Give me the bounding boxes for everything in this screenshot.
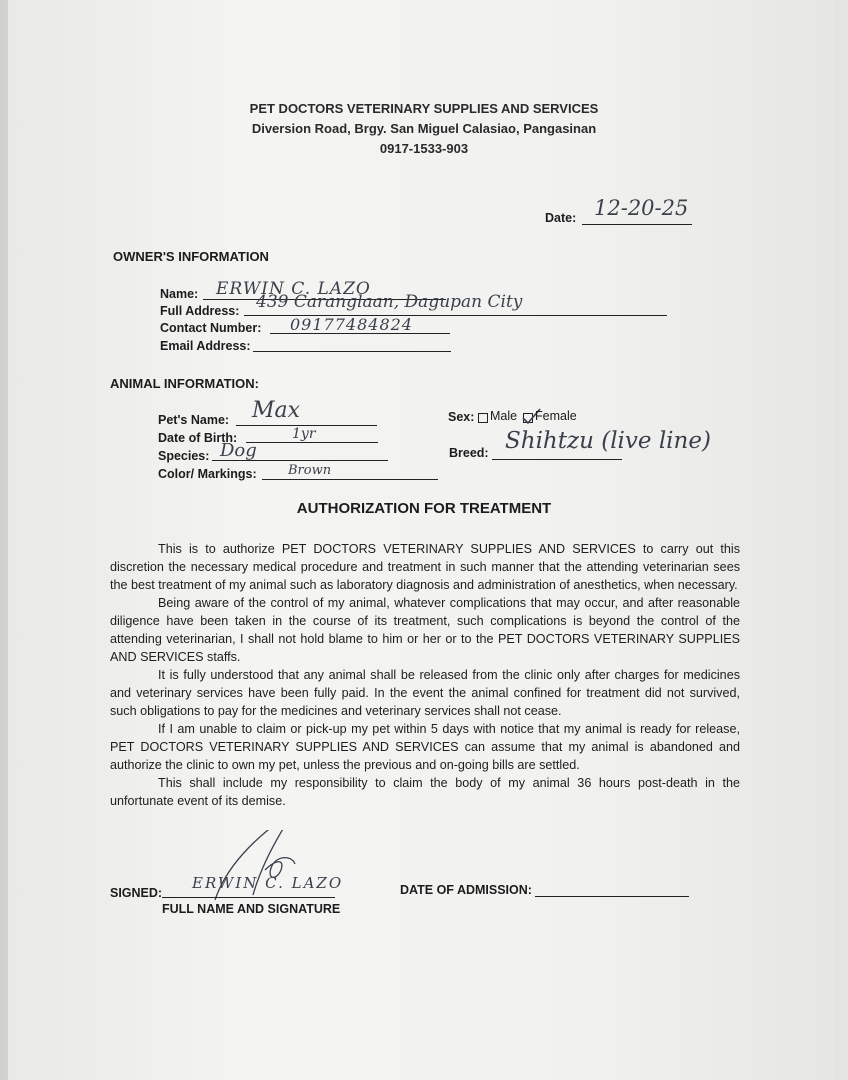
signature-scribble bbox=[205, 830, 345, 910]
address-value: 439 Caranglaan, Dagupan City bbox=[256, 292, 523, 312]
dob-label: Date of Birth: bbox=[158, 431, 238, 445]
pet-name-label: Pet's Name: bbox=[158, 413, 230, 427]
admission-line bbox=[535, 896, 689, 897]
contact-label: Contact Number: bbox=[160, 321, 262, 335]
animal-section-title: ANIMAL INFORMATION: bbox=[110, 376, 259, 391]
owner-section-title: OWNER'S INFORMATION bbox=[113, 249, 269, 264]
signed-line bbox=[162, 897, 335, 898]
signature-caption: FULL NAME AND SIGNATURE bbox=[162, 902, 341, 916]
address-label: Full Address: bbox=[160, 304, 240, 318]
pet-name-value: Max bbox=[252, 398, 301, 423]
auth-paragraph-3: It is fully understood that any animal shall be released from the clinic only after charges for medicines and veterinary services have been fully paid. In the event the animal confined for treatment did not survived, such obligations to pay for the medicines and veterinary services shall not cease. bbox=[110, 668, 740, 718]
date-value: 12-20-25 bbox=[594, 196, 689, 220]
auth-paragraph-4: If I am unable to claim or pick-up my pet within 5 days with notice that my animal is ready for release, PET DOCTORS VETERINARY SUPPLIES AND SERVICES can assume that my animal is abandoned and authorize the clinic to own my pet, unless the previous and on-going bills are settled. bbox=[110, 722, 740, 772]
male-checkbox[interactable] bbox=[478, 413, 488, 423]
sex-label: Sex: bbox=[448, 410, 475, 424]
species-value: Dog bbox=[220, 440, 257, 461]
color-label: Color/ Markings: bbox=[158, 467, 257, 481]
company-phone: 0917-1533-903 bbox=[379, 141, 469, 156]
signed-value: ERWIN C. LAZO bbox=[192, 874, 344, 892]
name-label: Name: bbox=[160, 287, 199, 301]
dob-line bbox=[246, 442, 378, 443]
male-label: Male bbox=[490, 409, 518, 423]
company-address: Diversion Road, Brgy. San Miguel Calasiao, Pangasinan bbox=[251, 121, 597, 136]
authorization-title: AUTHORIZATION FOR TREATMENT bbox=[296, 500, 552, 517]
auth-paragraph-2: Being aware of the control of my animal, whatever complications that may occur, and after reasonable diligence have been taken in the course of its treatment, such complications is beyond the control of the attending veterinarian, I shall not hold blame to him or her or to the PET DOCTORS VETERINARY SUPPLIES AND SERVICES staffs. bbox=[110, 596, 740, 664]
auth-paragraph-5: This shall include my responsibility to claim the body of my animal 36 hours post-death in the unfortunate event of its demise. bbox=[110, 776, 740, 808]
breed-label: Breed: bbox=[449, 446, 489, 460]
name-value: ERWIN C. LAZO bbox=[216, 279, 371, 299]
auth-paragraph-1: This is to authorize PET DOCTORS VETERINARY SUPPLIES AND SERVICES to carry out this discretion the necessary medical procedure and treatment in such manner that the attending veterinarian sees the best treatment of my animal such as laboratory diagnosis and administration of anesthetics, when necessary. bbox=[110, 542, 740, 592]
breed-line bbox=[492, 459, 622, 460]
female-label: Female bbox=[535, 409, 577, 423]
authorization-body bbox=[110, 540, 740, 810]
email-label: Email Address: bbox=[160, 339, 251, 353]
admission-label: DATE OF ADMISSION: bbox=[400, 883, 532, 897]
email-line bbox=[253, 351, 451, 352]
signed-label: SIGNED: bbox=[110, 886, 163, 900]
color-value: Brown bbox=[288, 463, 332, 478]
breed-value: Shihtzu (live line) bbox=[505, 428, 711, 454]
company-name: PET DOCTORS VETERINARY SUPPLIES AND SERVICES bbox=[249, 101, 599, 116]
contact-value: 09177484824 bbox=[290, 315, 413, 334]
color-line bbox=[262, 479, 438, 480]
date-label: Date: bbox=[545, 211, 577, 225]
dob-value: 1yr bbox=[292, 426, 316, 442]
species-label: Species: bbox=[158, 449, 210, 463]
date-line bbox=[582, 224, 692, 225]
